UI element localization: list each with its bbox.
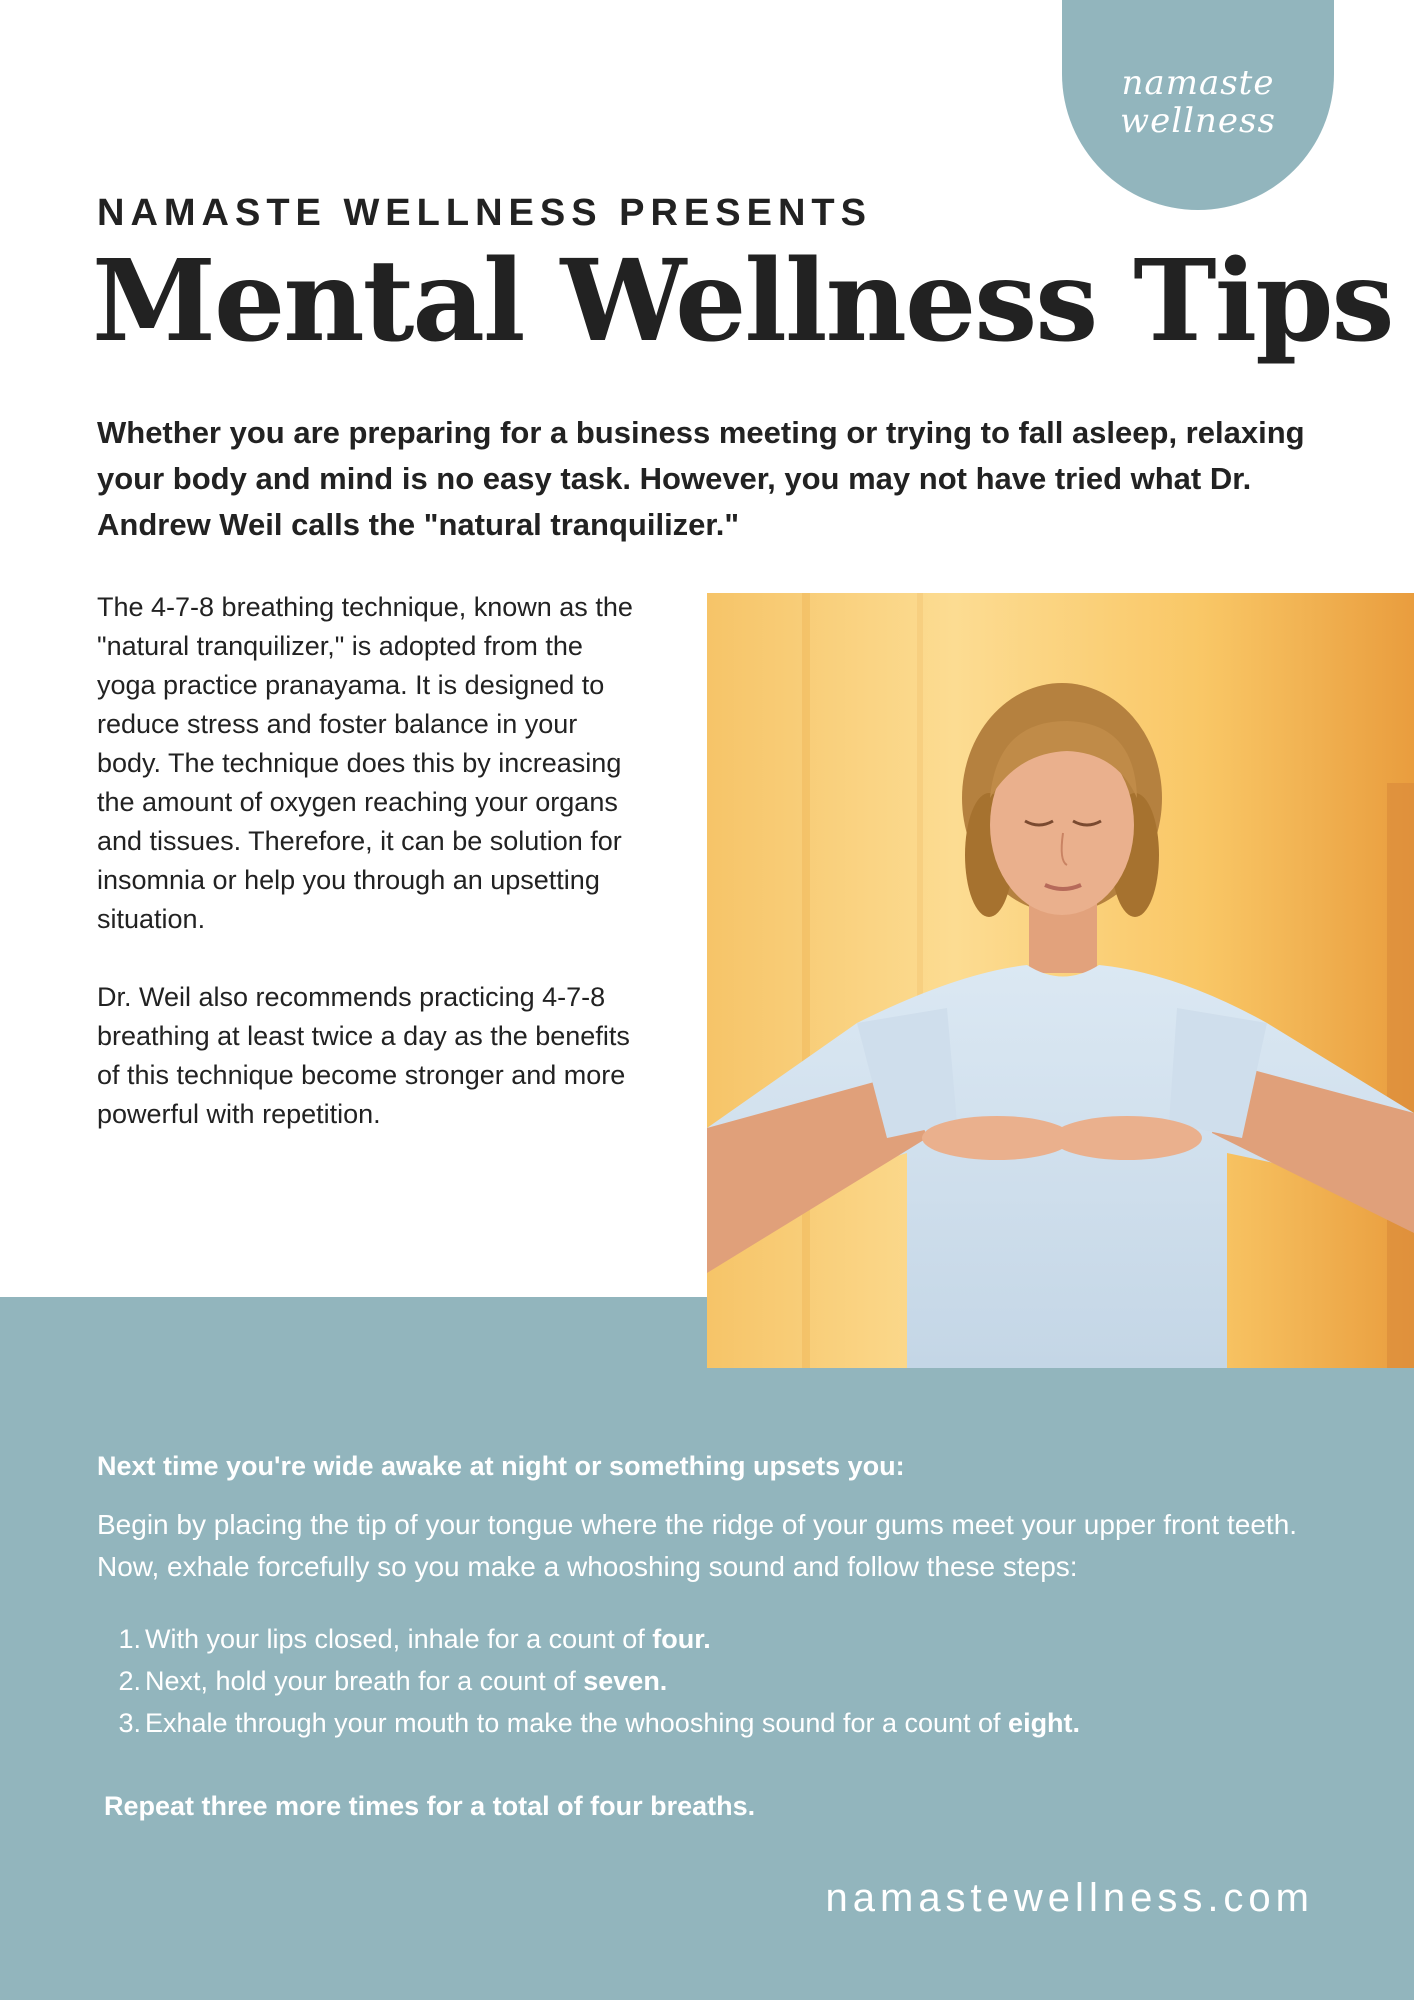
step-text: Exhale through your mouth to make the whooshing sound for a count of eight. xyxy=(145,1708,1081,1738)
list-item xyxy=(97,1660,1357,1702)
step-emphasis: four. xyxy=(652,1624,711,1654)
instructions-intro: Begin by placing the tip of your tongue where the ridge of your gums meet your upper front teeth. Now, exhale forcefully so you make a whooshing sound and follow these steps: xyxy=(97,1509,1298,1582)
breathing-steps-list xyxy=(97,1618,1357,1744)
body-paragraph-1: The 4-7-8 breathing technique, known as the "natural tranquilizer," is adopted from the yoga practice pranayama. It is designed to reduce stress and foster balance in your body. The technique does this by increasing the amount of oxygen reaching your organs and tissues. Therefore, it can be solution for insomnia or help you through an upsetting situation. xyxy=(97,592,633,934)
step-text: With your lips closed, inhale for a count of four. xyxy=(145,1624,711,1654)
presenter-eyebrow: NAMASTE WELLNESS PRESENTS xyxy=(97,192,872,234)
namaste-wellness-logo xyxy=(1062,0,1334,210)
logo-line-2: wellness xyxy=(1120,101,1276,141)
lead-paragraph: Whether you are preparing for a business meeting or trying to fall asleep, relaxing your body and mind is no easy task. However, you may not have tried what Dr. Andrew Weil calls the "natural tranquilizer." xyxy=(97,415,1305,542)
step-number: 2. xyxy=(118,1666,141,1696)
step-text: Next, hold your breath for a count of seven. xyxy=(145,1666,668,1696)
step-emphasis: eight. xyxy=(1008,1708,1081,1738)
instructions-heading: Next time you're wide awake at night or something upsets you: xyxy=(97,1451,905,1481)
body-text-column xyxy=(97,588,637,1134)
logo-line-1: namaste xyxy=(1121,63,1275,103)
list-item xyxy=(97,1618,1357,1660)
list-item xyxy=(97,1702,1357,1744)
body-paragraph-2: Dr. Weil also recommends practicing 4-7-8 breathing at least twice a day as the benefits of this technique become stronger and more powerful with repetition. xyxy=(97,982,630,1129)
step-number: 1. xyxy=(118,1624,141,1654)
website-link[interactable]: namastewellness.com xyxy=(825,1876,1314,1920)
repeat-instruction: Repeat three more times for a total of four breaths. xyxy=(104,1791,756,1821)
page-title: Mental Wellness Tips xyxy=(92,236,1393,367)
step-number: 3. xyxy=(118,1708,141,1738)
meditating-woman-photo xyxy=(707,593,1414,1368)
step-emphasis: seven. xyxy=(583,1666,668,1696)
photo-illustration xyxy=(707,593,1414,1368)
